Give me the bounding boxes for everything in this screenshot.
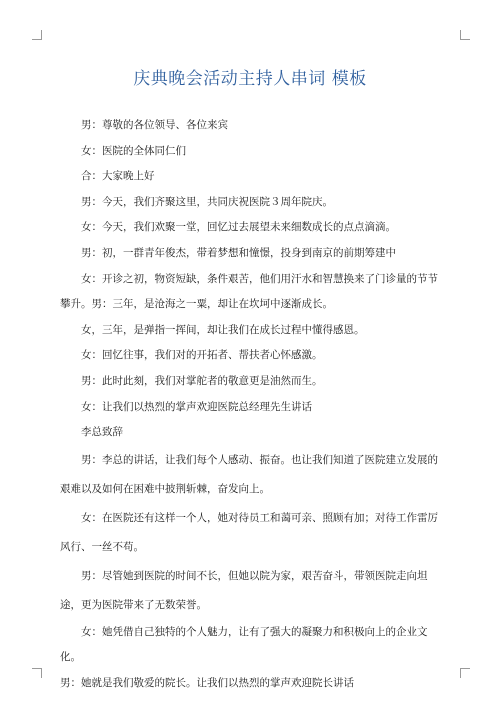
line-5: 女：今天，我们欢聚一堂，回忆过去展望未来细数成长的点点滴滴。 — [81, 221, 396, 234]
crop-mark-top-right — [460, 30, 470, 40]
line-14: 女：在医院还有这样一个人，她对待员工和蔼可亲、照顾有加；对待工作雷厉风行、一丝不苟。 — [60, 511, 438, 553]
document-title: 庆典晚会活动主持人串词 模板 — [133, 69, 367, 89]
line-15: 男：尽管她到医院的时间不长，但她以院为家，艰苦奋斗，带领医院走向坦途，更为医院带来了无数荣誉。 — [60, 569, 428, 611]
line-8: 女，三年，是弹指一挥间，却让我们在成长过程中懂得感恩。 — [81, 323, 365, 336]
crop-mark-bottom-left — [32, 668, 42, 678]
line-2: 女：医院的全体同仁们 — [81, 144, 186, 157]
line-3: 合：大家晚上好 — [81, 170, 155, 183]
line-10: 男：此时此刻，我们对掌舵者的敬意更是油然而生。 — [81, 374, 323, 387]
line-9: 女：回忆往事，我们对的开拓者、帮扶者心怀感激。 — [81, 349, 323, 362]
line-6: 男：初，一群青年俊杰，带着梦想和憧憬，投身到南京的前期筹建中 — [81, 246, 396, 259]
line-11: 女：让我们以热烈的掌声欢迎医院总经理先生讲话 — [81, 400, 312, 413]
line-17: 男：她就是我们敬爱的院长。让我们以热烈的掌声欢迎院长讲话 — [60, 676, 354, 689]
crop-mark-top-left — [32, 30, 42, 40]
line-12: 李总致辞 — [81, 426, 123, 439]
crop-mark-bottom-right — [460, 668, 470, 678]
line-13: 男：李总的讲话，让我们每个人感动、振奋。也让我们知道了医院建立发展的艰难以及如何在困难中披荆斩棘，奋发向上。 — [60, 453, 438, 495]
line-7: 女：开诊之初，物资短缺，条件艰苦，他们用汗水和智慧换来了门诊量的节节攀升。男：三年，是沧海之一粟，却让在坎坷中逐渐成长。 — [60, 272, 438, 311]
line-4: 男：今天，我们齐聚这里，共同庆祝医院３周年院庆。 — [81, 195, 333, 208]
line-16: 女：她凭借自己独特的个人魅力，让有了强大的凝聚力和积极向上的企业文化。 — [60, 625, 428, 664]
document-body — [60, 113, 446, 697]
line-1: 男：尊敬的各位领导、各位来宾 — [81, 119, 228, 131]
